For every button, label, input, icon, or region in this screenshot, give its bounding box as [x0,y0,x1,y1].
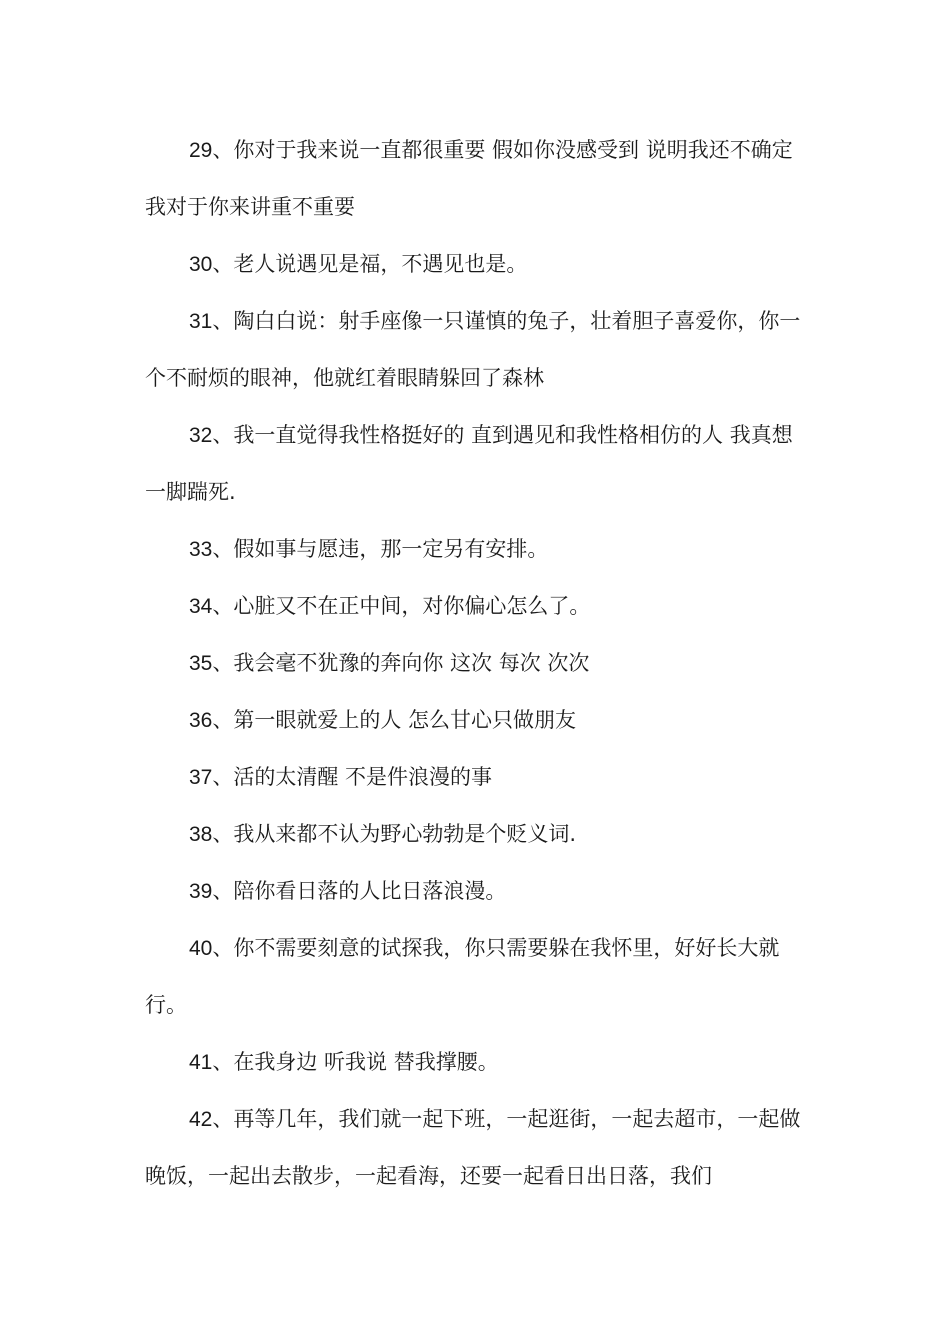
item-text: 、你对于我来说一直都很重要 假如你没感受到 说明我还不确定我对于你来讲重不重要 [145,138,793,219]
item-number: 36 [189,709,213,732]
item-text: 、陶白白说：射手座像一只谨慎的兔子，壮着胆子喜爱你，你一个不耐烦的眼神，他就红着眼睛躲回了森林 [145,309,801,390]
list-item [145,236,807,293]
list-item [145,863,807,920]
item-text: 、再等几年，我们就一起下班，一起逛街，一起去超市，一起做晚饭，一起出去散步，一起看海，还要一起看日出日落，我们 [145,1107,801,1188]
item-number: 41 [189,1051,213,1074]
item-text: 、老人说遇见是福，不遇见也是。 [212,252,528,276]
item-number: 42 [189,1108,213,1131]
item-number: 31 [189,310,213,333]
list-item [145,920,807,1034]
item-number: 38 [189,823,213,846]
list-item [145,635,807,692]
list-item [145,749,807,806]
list-item [145,521,807,578]
list-item [145,122,807,236]
item-text: 、活的太清醒 不是件浪漫的事 [212,765,493,789]
list-item [145,407,807,521]
list-item [145,1091,807,1205]
list-item [145,293,807,407]
item-text: 、第一眼就爱上的人 怎么甘心只做朋友 [212,708,577,732]
list-item [145,1034,807,1091]
item-text: 、陪你看日落的人比日落浪漫。 [212,879,507,903]
item-text: 、我从来都不认为野心勃勃是个贬义词. [212,822,577,846]
item-text: 、心脏又不在正中间，对你偏心怎么了。 [212,594,591,618]
list-item [145,578,807,635]
item-number: 35 [189,652,213,675]
item-number: 29 [189,139,213,162]
item-text: 、我一直觉得我性格挺好的 直到遇见和我性格相仿的人 我真想一脚踹死. [145,423,793,504]
item-text: 、我会毫不犹豫的奔向你 这次 每次 次次 [212,651,590,675]
item-text: 、在我身边 听我说 替我撑腰。 [212,1050,499,1074]
list-item [145,692,807,749]
item-number: 37 [189,766,213,789]
item-number: 34 [189,595,213,618]
item-number: 30 [189,253,213,276]
item-text: 、假如事与愿违，那一定另有安排。 [212,537,549,561]
item-number: 40 [189,937,213,960]
item-number: 39 [189,880,213,903]
list-item [145,806,807,863]
item-number: 33 [189,538,213,561]
item-number: 32 [189,424,213,447]
item-text: 、你不需要刻意的试探我，你只需要躲在我怀里，好好长大就行。 [145,936,780,1017]
document-body [145,122,807,1205]
